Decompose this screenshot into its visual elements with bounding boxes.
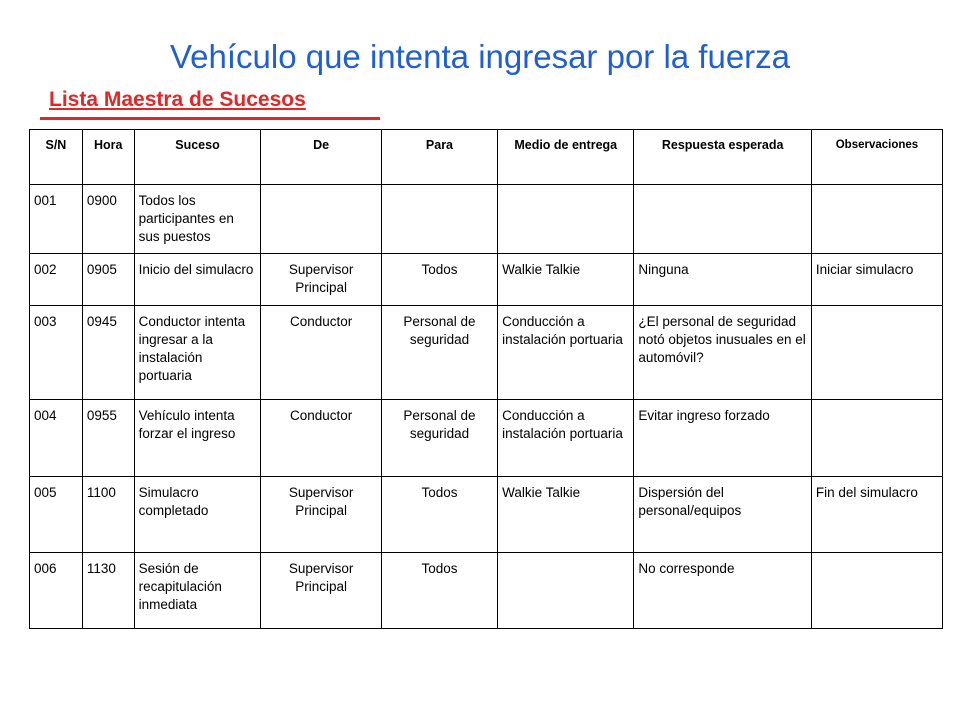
cell-para xyxy=(381,477,497,553)
cell-de xyxy=(261,553,381,629)
page-subtitle: Lista Maestra de Sucesos xyxy=(49,88,306,111)
cell-respuesta xyxy=(634,477,812,553)
table-row xyxy=(30,185,943,254)
header-hora xyxy=(82,130,134,185)
header-medio xyxy=(498,130,634,185)
cell-observaciones xyxy=(811,185,942,254)
cell-sn xyxy=(30,553,83,629)
cell-text: Vehículo intenta forzar el ingreso xyxy=(138,408,236,441)
cell-text: 1100 xyxy=(86,485,116,500)
cell-respuesta xyxy=(634,306,812,400)
cell-sn xyxy=(30,477,83,553)
cell-text: 0905 xyxy=(86,262,117,277)
cell-para xyxy=(381,254,497,306)
cell-text: Ninguna xyxy=(638,262,689,277)
cell-text: Personal de seguridad xyxy=(403,314,476,347)
cell-suceso xyxy=(134,400,261,477)
cell-hora xyxy=(82,306,134,400)
cell-suceso xyxy=(134,553,261,629)
cell-text: Todos xyxy=(421,485,458,500)
cell-observaciones xyxy=(811,400,942,477)
cell-text: Inicio del simulacro xyxy=(138,262,254,277)
cell-text: 1130 xyxy=(86,561,116,576)
cell-text: 003 xyxy=(34,314,57,329)
table-header-row xyxy=(30,130,943,185)
cell-text: Personal de seguridad xyxy=(403,408,476,441)
cell-text: Evitar ingreso forzado xyxy=(638,408,770,423)
header-sn xyxy=(30,130,83,185)
cell-hora xyxy=(82,553,134,629)
cell-sn xyxy=(30,254,83,306)
subtitle-underline xyxy=(40,117,380,120)
cell-text xyxy=(812,306,942,313)
cell-respuesta xyxy=(634,185,812,254)
cell-text: 0955 xyxy=(86,408,117,423)
header-label: Para xyxy=(425,138,454,152)
cell-text xyxy=(498,185,633,192)
header-label: S/N xyxy=(45,138,67,152)
cell-observaciones xyxy=(811,477,942,553)
cell-text xyxy=(812,400,942,407)
cell-de xyxy=(261,400,381,477)
master-event-table xyxy=(29,129,943,629)
cell-sn xyxy=(30,306,83,400)
cell-medio xyxy=(498,400,634,477)
cell-de xyxy=(261,254,381,306)
cell-de xyxy=(261,185,381,254)
cell-hora xyxy=(82,400,134,477)
cell-respuesta xyxy=(634,254,812,306)
cell-text: Sesión de recapitulación inmediata xyxy=(138,561,222,612)
header-label: Respuesta esperada xyxy=(661,138,784,152)
table-row xyxy=(30,400,943,477)
cell-text: Supervisor Principal xyxy=(288,485,354,518)
header-para xyxy=(381,130,497,185)
table-row xyxy=(30,254,943,306)
cell-hora xyxy=(82,185,134,254)
header-label: De xyxy=(313,138,330,152)
table-row xyxy=(30,477,943,553)
header-observaciones xyxy=(811,130,942,185)
header-suceso xyxy=(134,130,261,185)
cell-text: Conductor intenta ingresar a la instalación portuaria xyxy=(138,314,246,383)
cell-para xyxy=(381,553,497,629)
cell-text xyxy=(634,185,811,192)
cell-suceso xyxy=(134,185,261,254)
cell-suceso xyxy=(134,477,261,553)
cell-text: Todos xyxy=(421,561,458,576)
cell-text: Iniciar simulacro xyxy=(815,262,914,277)
cell-text: Simulacro completado xyxy=(138,485,209,518)
cell-text: ¿El personal de seguridad notó objetos inusuales en el automóvil? xyxy=(638,314,806,365)
cell-text: 0900 xyxy=(86,193,117,208)
cell-para xyxy=(381,185,497,254)
cell-medio xyxy=(498,185,634,254)
cell-text: Todos los participantes en sus puestos xyxy=(138,193,234,244)
cell-para xyxy=(381,306,497,400)
cell-text: 001 xyxy=(34,193,57,208)
cell-text: Walkie Talkie xyxy=(502,485,581,500)
cell-de xyxy=(261,477,381,553)
cell-medio xyxy=(498,553,634,629)
cell-sn xyxy=(30,400,83,477)
cell-observaciones xyxy=(811,553,942,629)
cell-para xyxy=(381,400,497,477)
cell-text: 0945 xyxy=(86,314,117,329)
table-row xyxy=(30,306,943,400)
cell-de xyxy=(261,306,381,400)
cell-text xyxy=(498,553,633,560)
header-label: Observaciones xyxy=(835,139,919,151)
cell-text xyxy=(812,553,942,560)
cell-respuesta xyxy=(634,400,812,477)
header-label: Hora xyxy=(93,138,123,152)
cell-text: No corresponde xyxy=(638,561,735,576)
cell-text: 006 xyxy=(34,561,57,576)
cell-observaciones xyxy=(811,306,942,400)
cell-text: Walkie Talkie xyxy=(502,262,581,277)
page-title: Vehículo que intenta ingresar por la fuerza xyxy=(169,38,791,75)
cell-sn xyxy=(30,185,83,254)
header-respuesta xyxy=(634,130,812,185)
cell-text xyxy=(261,185,380,192)
cell-hora xyxy=(82,254,134,306)
cell-text: 002 xyxy=(34,262,57,277)
cell-text: Fin del simulacro xyxy=(815,485,918,500)
cell-text xyxy=(812,185,942,192)
cell-suceso xyxy=(134,306,261,400)
table-row xyxy=(30,553,943,629)
cell-text: Conducción a instalación portuaria xyxy=(502,314,623,347)
cell-text: Conducción a instalación portuaria xyxy=(502,408,623,441)
header-label: Medio de entrega xyxy=(514,138,618,152)
cell-medio xyxy=(498,306,634,400)
cell-text: Dispersión del personal/equipos xyxy=(638,485,742,518)
cell-text: Conductor xyxy=(289,408,353,423)
cell-suceso xyxy=(134,254,261,306)
cell-medio xyxy=(498,254,634,306)
cell-hora xyxy=(82,477,134,553)
cell-text xyxy=(382,185,497,192)
cell-medio xyxy=(498,477,634,553)
cell-text: Todos xyxy=(421,262,458,277)
cell-respuesta xyxy=(634,553,812,629)
cell-text: 005 xyxy=(34,485,57,500)
cell-text: Supervisor Principal xyxy=(288,262,354,295)
header-de xyxy=(261,130,381,185)
cell-text: Supervisor Principal xyxy=(288,561,354,594)
cell-observaciones xyxy=(811,254,942,306)
header-label: Suceso xyxy=(175,138,220,152)
cell-text: 004 xyxy=(34,408,57,423)
cell-text: Conductor xyxy=(289,314,353,329)
